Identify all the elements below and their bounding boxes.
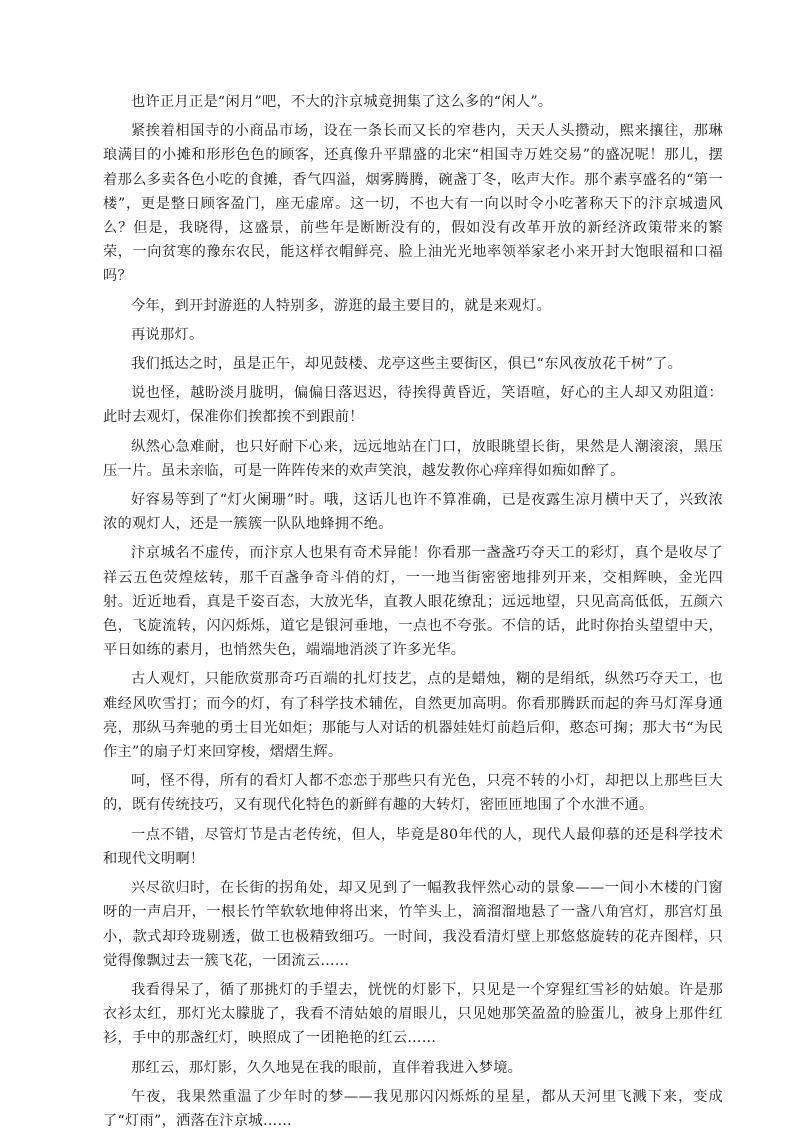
paragraph: 我看得呆了，循了那挑灯的手望去，恍恍的灯影下，只见是一个穿猩红雪衫的姑娘。许是那衣衫太红，那灯光太朦胧了，我看不清姑娘的眉眼儿，只见她那笑盈盈的脸蛋儿，被身上那件红衫，手中的那盏红灯，映照成了一团艳艳的红云…… [103,981,723,1047]
paragraph: 呵，怪不得，所有的看灯人都不恋恋于那些只有光色，只亮不转的小灯，却把以上那些巨大的，既有传统技巧，又有现代化特色的新鲜有趣的大转灯，密匝匝地围了个水泄不通。 [103,773,723,814]
paragraph: 今年，到开封游逛的人特别多，游逛的最主要目的，就是来观灯。 [131,297,552,314]
article-body [103,90,723,1138]
paragraph: 午夜，我果然重温了少年时的梦——我见那闪闪烁烁的星星，都从天河里飞溅下来，变成了“灯雨”，洒落在汴京城…… [103,1088,723,1129]
paragraph: 古人观灯，只能欣赏那奇巧百端的扎灯技艺，点的是蜡烛，糊的是绢纸，纵然巧夺天工，也难经风吹雪打；而今的灯，有了科学技术辅佐，自然更加高明。你看那腾跃而起的奔马灯浑身通亮，那纵马奔驰的勇士目光如炬；那能与人对话的机器娃娃灯前趋后仰，憨态可掬；那大书“为民作主”的扇子灯来回穿梭，熠熠生辉。 [103,671,723,761]
paragraph: 紧挨着相国寺的小商品市场，设在一条长而又长的窄巷内，天天人头攒动，熙来攘往，那琳琅满目的小摊和形形色色的顾客，还真像升平鼎盛的北宋“相国寺万姓交易”的盛况呢！那儿，摆着那么多卖各色小吃的食摊，香气四溢，烟雾腾腾，碗盏丁冬，吆声大作。那个素享盛名的“第一楼”，更是整日顾客盈门，座无虚席。这一切，不也大有一向以时令小吃著称天下的汴京城遗风么？但是，我晓得，这盛景，前些年是断断没有的，假如没有改革开放的新经济政策带来的繁荣，一向贫寒的豫东农民，能这样衣帽鲜亮、脸上油光光地率领举家老小来开封大饱眼福和口福吗？ [103,123,723,285]
paragraph: 纵然心急难耐，也只好耐下心来，远远地站在门口，放眼眺望长街，果然是人潮滚滚，黑压压一片。虽未亲临，可是一阵阵传来的欢声笑浪，越发教你心痒痒得如痴如醉了。 [103,438,723,479]
paragraph: 再说那灯。 [131,326,204,343]
paragraph: 那红云，那灯影，久久地晃在我的眼前，直伴着我进入梦境。 [131,1059,523,1076]
paragraph: 说也怪，越盼淡月胧明，偏偏日落迟迟，待挨得黄昏近，笑语喧，好心的主人却又劝阻道：此时去观灯，保准你们挨都挨不到跟前！ [103,385,723,426]
paragraph: 汴京城名不虚传，而汴京人也果有奇术异能！你看那一盏盏巧夺天工的彩灯，真个是收尽了祥云五色荧煌炫转，那千百盏争奇斗俏的灯，一一地当街密密地排列开来，交相辉映，金光四射。近近地看，真是千姿百态，大放光华，直教人眼花缭乱；远远地望，只见高高低低，五颜六色，飞旋流转，闪闪烁烁，道它是银河垂地，一点也不夸张。不信的话，此时你抬头望望中天，平日如练的素月，也悄然失色，端端地消淡了许多光华。 [103,545,723,659]
paragraph: 一点不错，尽管灯节是古老传统，但人，毕竟是80年代的人，现代人最仰慕的还是科学技术和现代文明啊！ [103,826,723,867]
paragraph: 我们抵达之时，虽是正午，却见鼓楼、龙亭这些主要街区，俱已“东风夜放花千树”了。 [131,356,683,373]
paragraph: 也许正月正是“闲月”吧，不大的汴京城竟拥集了这么多的“闲人”。 [131,94,553,110]
paragraph: 兴尽欲归时，在长街的拐角处，却又见到了一幅教我怦然心动的景象——一间小木楼的门窗呀的一声启开，一根长竹竿软软地伸将出来，竹竿头上，滴溜溜地悬了一盏八角宫灯，那宫灯虽小，款式却玲珑剔透，做工也极精致细巧。一时间，我没看清灯壁上那悠悠旋转的花卉图样，只觉得像飘过去一簇飞花，一团流云…… [103,880,723,969]
paragraph: 好容易等到了“灯火阑珊”时。哦，这话儿也许不算准确，已是夜露生凉月横中天了，兴致浓浓的观灯人，还是一簇簇一队队地蜂拥不绝。 [103,492,723,533]
